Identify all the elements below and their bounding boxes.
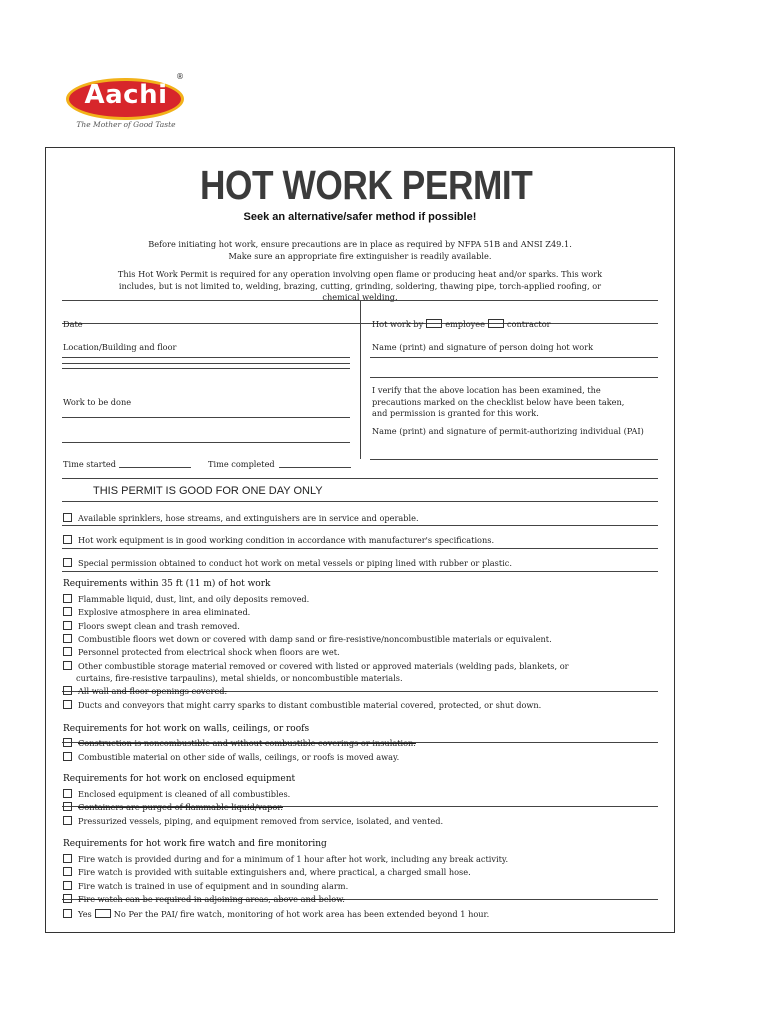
checkbox[interactable] [63,647,72,656]
pai-rule [370,459,658,460]
permit-subtitle: Seek an alternative/safer method if possible! [243,211,477,223]
list-item: All wall and floor openings covered. [63,686,227,696]
verify-top-rule [370,377,658,378]
list-item: Enclosed equipment is cleaned of all combustibles. [63,789,290,799]
time-completed-label: Time completed [208,459,275,469]
list-item: Ducts and conveyors that might carry sparks to distant combustible material covered, protected, or shut down. [63,700,541,710]
list-item: Special permission obtained to conduct hot work on metal vessels or piping lined with rubber or plastic. [63,558,512,568]
list-item: Construction is noncombustible and without combustible coverings or insulation. [63,738,416,748]
name-pai-label: Name (print) and signature of permit-authorizing individual (PAI) [372,426,644,436]
logo-registered-mark: ® [176,72,184,81]
checkbox[interactable] [63,513,72,522]
checkbox[interactable] [63,558,72,567]
hot-work-by-row [372,319,551,329]
good-for-one-day: THIS PERMIT IS GOOD FOR ONE DAY ONLY [93,485,323,497]
list-item-continuation: curtains, fire-resistive tarpaulins), metal shields, or noncombustible materials. [76,673,403,683]
enclosed-heading: Requirements for hot work on enclosed equipment [63,774,296,784]
contractor-checkbox[interactable] [488,319,504,328]
scope-line-1: This Hot Work Permit is required for any operation involving open flame or producing heat and/or sparks. This work [117,269,603,279]
list-item: Fire watch is trained in use of equipment and in sounding alarm. [63,881,348,891]
verify-line-2: precautions marked on the checklist below have been taken, [372,397,625,407]
time-started-label: Time started [63,459,116,469]
list-item: Combustible floors wet down or covered with damp sand or fire-resistive/noncombustible materials or equivalent. [63,634,552,644]
checkbox[interactable] [63,816,72,825]
date-label: Date [63,319,83,329]
checkbox[interactable] [63,738,72,747]
good-for-rule [62,501,658,502]
location-label: Location/Building and floor [63,342,177,352]
list-item: Fire watch can be required in adjoining areas, above and below. [63,894,345,904]
list-item: Containers are purged of flammable liquid/vapor. [63,802,283,812]
verify-line-1: I verify that the above location has been examined, the [372,385,601,395]
time-rule [62,478,658,479]
date-rule [62,323,658,324]
list-item: Yes No Per the PAI/ fire watch, monitoring of hot work area has been extended beyond 1 hour. [63,909,489,919]
list-item: Available sprinklers, hose streams, and extinguishers are in service and operable. [63,513,419,523]
checkbox[interactable] [63,607,72,616]
general-rule-1 [62,525,658,526]
yes-checkbox[interactable] [95,909,111,918]
watch-heading: Requirements for hot work fire watch and fire monitoring [63,839,327,849]
intro-line-1: Before initiating hot work, ensure precautions are in place as required by NFPA 51B and ANSI Z49.1. [148,239,572,249]
checkbox[interactable] [63,594,72,603]
checkbox[interactable] [63,867,72,876]
sec35-heading: Requirements within 35 ft (11 m) of hot work [63,579,271,589]
time-completed-field[interactable] [279,467,351,468]
scope-line-3: chemical welding. [322,292,398,302]
checkbox[interactable] [63,535,72,544]
employee-checkbox[interactable] [426,319,442,328]
checkbox[interactable] [63,700,72,709]
work-rule-1 [62,417,350,418]
logo-word: Aachi [84,80,168,110]
checkbox[interactable] [63,881,72,890]
checkbox[interactable] [63,621,72,630]
list-item: Fire watch is provided with suitable extinguishers and, where practical, a charged small hose. [63,867,471,877]
location-rule-2 [62,363,350,364]
name-doing-rule [370,357,658,358]
checkbox[interactable] [63,894,72,903]
permit-title: HOT WORK PERMIT [200,162,533,208]
checkbox[interactable] [63,661,72,670]
list-item: Floors swept clean and trash removed. [63,621,240,631]
scope-line-2: includes, but is not limited to, welding, brazing, cutting, grinding, soldering, thawing pipe, torch-applied roofing, or [118,281,602,291]
general-rule-3 [62,571,658,572]
work-rule-2 [62,442,350,443]
walls-heading: Requirements for hot work on walls, ceilings, or roofs [63,724,310,734]
checkbox[interactable] [63,802,72,811]
time-started-field[interactable] [119,467,191,468]
yes-label: Yes [78,909,92,919]
list-item: Flammable liquid, dust, lint, and oily deposits removed. [63,594,309,604]
name-doing-label: Name (print) and signature of person doing hot work [372,342,594,352]
list-item: Personnel protected from electrical shock when floors are wet. [63,647,340,657]
list-item: Combustible material on other side of walls, ceilings, or roofs is moved away. [63,752,399,762]
list-item: Pressurized vessels, piping, and equipment removed from service, isolated, and vented. [63,816,443,826]
location-rule-3 [62,368,350,369]
general-rule-2 [62,548,658,549]
hot-work-by-label: Hot work by [372,319,424,329]
list-item: Other combustible storage material removed or covered with listed or approved materials (welding pads, blankets, or [63,661,569,671]
list-item: Fire watch is provided during and for a minimum of 1 hour after hot work, including any break activity. [63,854,508,864]
location-rule-1 [62,357,350,358]
work-label: Work to be done [63,397,132,407]
verify-line-3: and permission is granted for this work. [372,408,539,418]
aachi-logo [64,70,188,134]
employee-label: employee [445,319,485,329]
checkbox[interactable] [63,854,72,863]
list-item: Hot work equipment is in good working condition in accordance with manufacturer's specifications. [63,535,494,545]
checkbox[interactable] [63,909,72,918]
checkbox[interactable] [63,686,72,695]
checkbox[interactable] [63,789,72,798]
list-item: Explosive atmosphere in area eliminated. [63,607,250,617]
checkbox[interactable] [63,634,72,643]
checkbox[interactable] [63,752,72,761]
contractor-label: contractor [506,319,551,329]
intro-line-2: Make sure an appropriate fire extinguisher is readily available. [228,251,492,261]
logo-tagline: The Mother of Good Taste [76,120,176,129]
